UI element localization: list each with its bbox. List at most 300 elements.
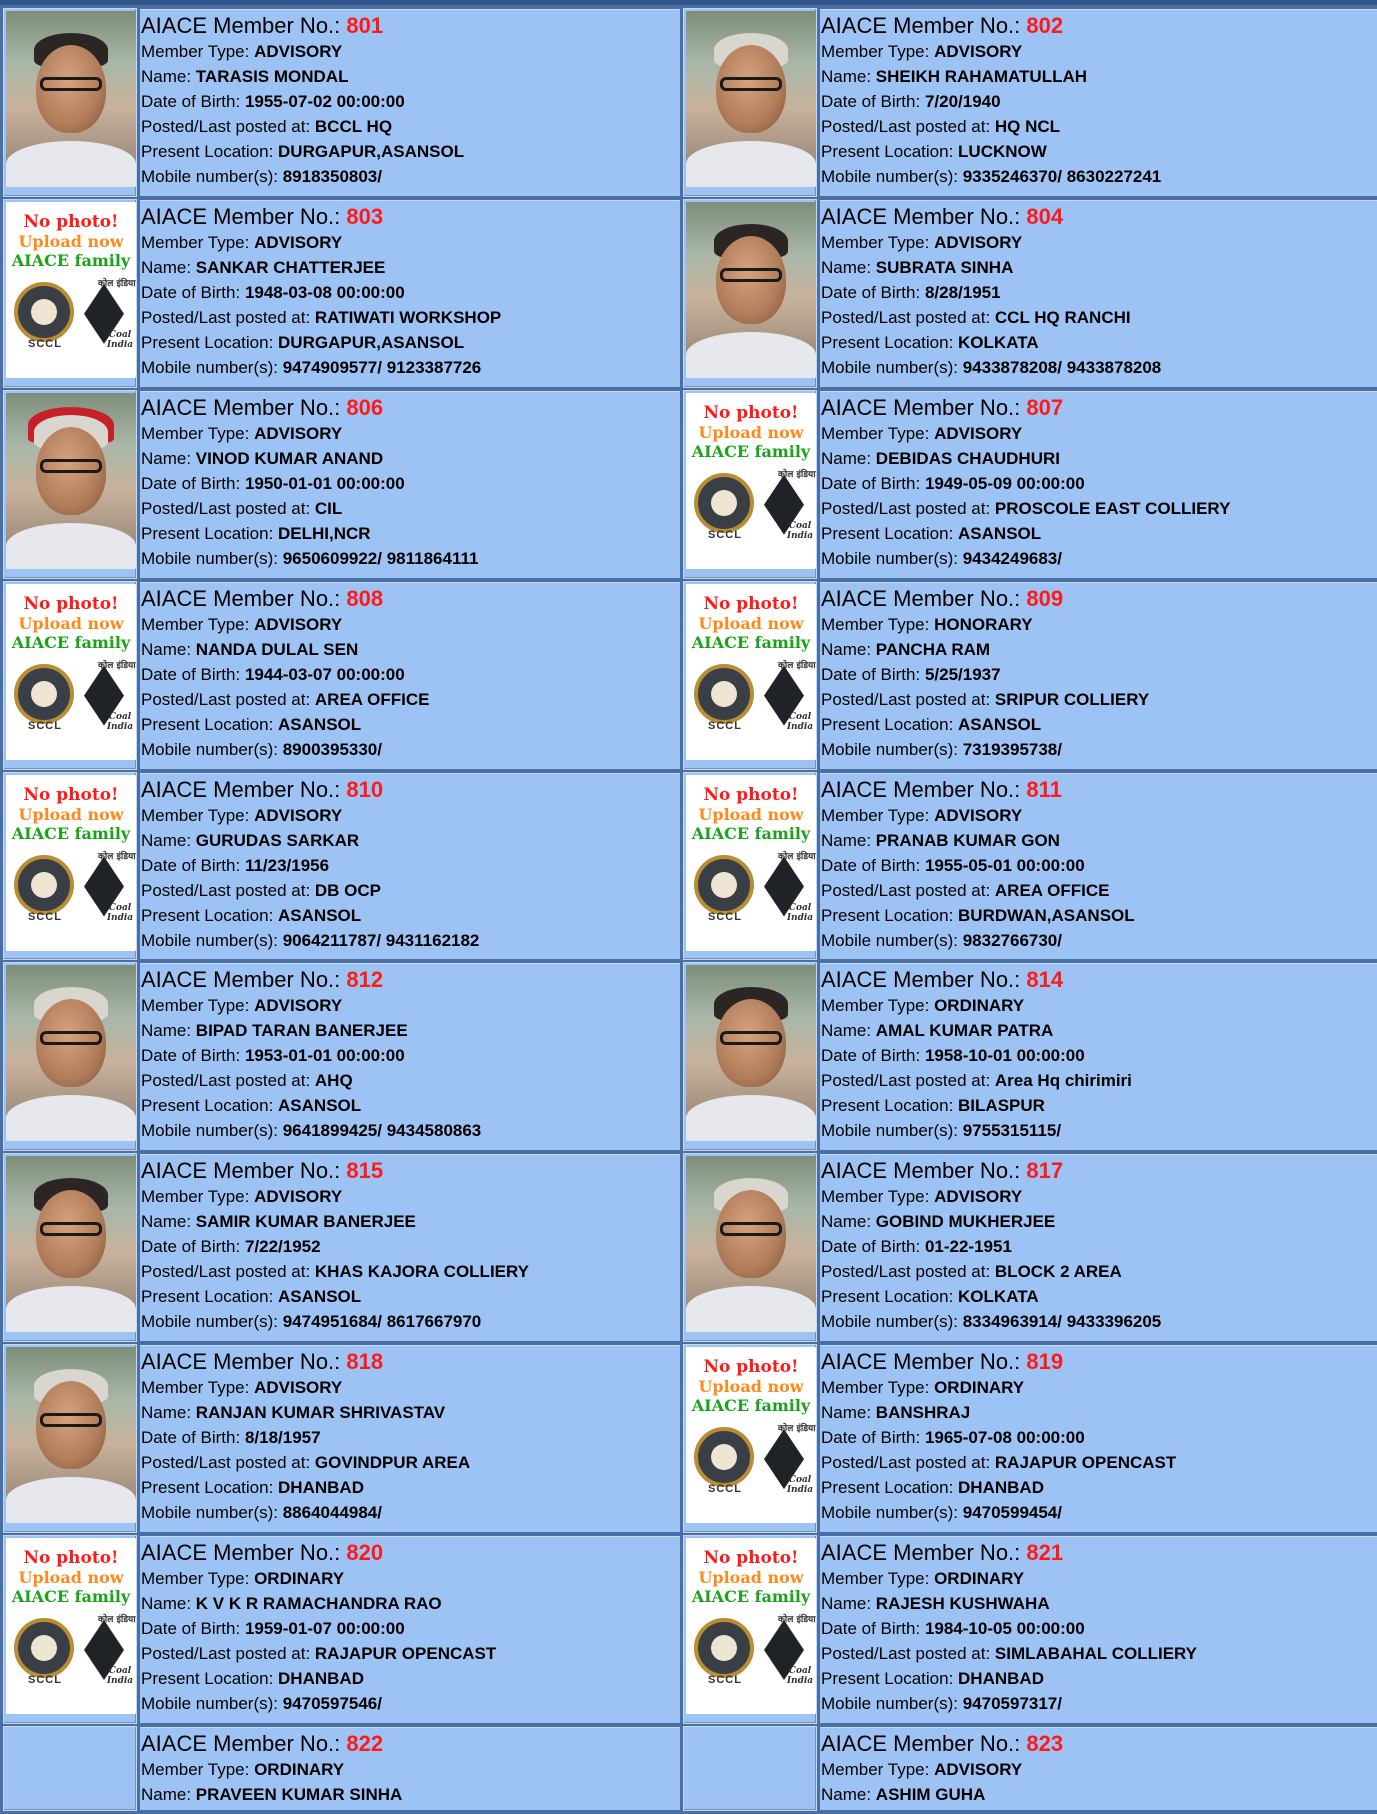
shoulders-shape [686, 1286, 816, 1332]
member-info-cell [820, 773, 1377, 960]
member-posted-value: HQ NCL [994, 117, 1061, 136]
member-mobile [141, 1309, 680, 1334]
no-photo-placeholder[interactable] [686, 1538, 816, 1714]
logos [6, 1616, 136, 1686]
member-mobile [821, 1500, 1377, 1525]
member-type [821, 993, 1377, 1018]
member-location-label: Present Location: [141, 332, 279, 352]
no-photo-text: No photo! [703, 593, 799, 614]
member-mobile-value: 9064211787/ 9431162182 [282, 930, 480, 950]
member-posted [821, 1068, 1377, 1093]
member-name-value: SANKAR CHATTERJEE [195, 257, 386, 277]
member-location-value: DURGAPUR,ASANSOL [278, 332, 465, 352]
coal-india-hindi-label: कोल इंडिया [778, 1615, 816, 1625]
member-location [141, 330, 680, 355]
member-name-value: TARASIS MONDAL [195, 67, 349, 86]
member-number-heading [821, 1539, 1377, 1567]
member-dob [821, 89, 1377, 114]
member-type [821, 230, 1377, 255]
member-location [821, 1093, 1377, 1118]
member-name-label: Name: [141, 1594, 196, 1613]
coal-india-hindi-label: कोल इंडिया [778, 851, 816, 862]
member-posted-label: Posted/Last posted at: [821, 689, 995, 709]
member-posted-label: Posted/Last posted at: [821, 307, 995, 327]
member-photo[interactable] [686, 1156, 816, 1332]
member-posted [141, 496, 680, 521]
coal-india-logo-label: Coal India [106, 711, 134, 732]
member-type [141, 993, 680, 1018]
member-row [4, 391, 1377, 578]
glasses-shape [40, 1222, 102, 1236]
member-type-value: ORDINARY [934, 996, 1025, 1016]
member-number-label: AIACE Member No.: [821, 394, 1027, 420]
member-number-heading [141, 1157, 680, 1185]
coal-india-logo-label: Coal India [786, 711, 814, 732]
member-number-value: 809 [1026, 585, 1064, 611]
member-mobile-value: 9641899425/ 9434580863 [282, 1121, 482, 1141]
member-number-value: 818 [346, 1349, 384, 1375]
member-mobile-label: Mobile number(s): [821, 930, 963, 950]
member-name-label: Name: [141, 257, 196, 277]
member-posted-value: AREA OFFICE [994, 880, 1110, 900]
member-type-label: Member Type: [821, 1378, 935, 1398]
glasses-shape [720, 1031, 782, 1045]
member-type [821, 1566, 1377, 1591]
member-number-heading [141, 1539, 680, 1567]
member-dob [141, 853, 680, 878]
logos [6, 280, 136, 350]
member-type [141, 1757, 680, 1782]
member-posted-label: Posted/Last posted at: [821, 1453, 995, 1473]
member-number-label: AIACE Member No.: [821, 13, 1027, 38]
member-mobile [821, 1118, 1377, 1143]
member-mobile [141, 737, 680, 762]
member-location-value: ASANSOL [278, 1096, 362, 1116]
logos [686, 662, 816, 732]
coal-india-logo-label: Coal India [106, 902, 134, 923]
member-mobile-value: 8900395330/ [282, 739, 382, 759]
glasses-shape [720, 1222, 782, 1236]
member-photo-cell [684, 9, 816, 196]
sccl-seal-label: SCCL [28, 719, 62, 732]
member-photo-cell [4, 1345, 136, 1532]
member-dob-label: Date of Birth: [821, 1237, 925, 1257]
member-posted-value: Area Hq chirimiri [994, 1071, 1132, 1091]
member-mobile-value: 8918350803/ [282, 167, 382, 186]
member-type-label: Member Type: [141, 1187, 255, 1207]
member-number-value: 802 [1026, 13, 1064, 38]
member-posted-value: RATIWATI WORKSHOP [314, 307, 502, 327]
member-mobile-value: 8864044984/ [282, 1503, 382, 1523]
member-location-label: Present Location: [141, 1478, 279, 1498]
glasses-shape [40, 1031, 102, 1045]
member-posted-label: Posted/Last posted at: [141, 689, 315, 709]
member-posted-value: KHAS KAJORA COLLIERY [314, 1262, 529, 1282]
coal-india-hindi-label: कोल इंडिया [98, 851, 136, 862]
member-posted-label: Posted/Last posted at: [141, 1262, 315, 1282]
member-info-cell [140, 963, 680, 1150]
member-location [821, 330, 1377, 355]
member-name [141, 637, 680, 662]
member-mobile [821, 164, 1377, 189]
member-photo[interactable] [6, 1156, 136, 1332]
coal-india-logo-label: Coal India [106, 1666, 134, 1686]
member-location-value: KOLKATA [958, 1287, 1039, 1307]
member-dob [821, 1043, 1377, 1068]
member-number-value: 811 [1026, 776, 1062, 802]
coal-india-hindi-label: कोल इंडिया [778, 660, 816, 671]
sccl-seal-label: SCCL [708, 719, 742, 732]
member-photo-cell [4, 1536, 136, 1723]
member-number-heading [141, 203, 680, 231]
member-name-label: Name: [821, 257, 876, 277]
member-dob-value: 7/20/1940 [924, 92, 1001, 111]
member-mobile-label: Mobile number(s): [141, 357, 283, 377]
member-dob-value: 11/23/1956 [244, 855, 330, 875]
member-location-label: Present Location: [821, 332, 959, 352]
member-info-cell [820, 582, 1377, 769]
no-photo-text: No photo! [23, 784, 119, 805]
glasses-shape [40, 77, 102, 91]
sccl-seal-icon [694, 664, 754, 724]
member-location-value: DHANBAD [278, 1478, 364, 1498]
member-dob-label: Date of Birth: [821, 1428, 925, 1448]
member-mobile-label: Mobile number(s): [141, 1121, 283, 1141]
member-type-value: ADVISORY [934, 423, 1023, 443]
member-dob-label: Date of Birth: [141, 855, 245, 875]
member-name-value: SHEIKH RAHAMATULLAH [875, 67, 1088, 86]
logos [686, 1425, 816, 1495]
member-type-value: ADVISORY [934, 1187, 1023, 1207]
no-photo-placeholder[interactable] [6, 775, 136, 951]
member-photo[interactable] [686, 965, 816, 1141]
no-photo-placeholder[interactable] [686, 393, 816, 569]
member-type [141, 421, 680, 446]
member-mobile [821, 546, 1377, 571]
member-mobile [821, 928, 1377, 953]
member-name-label: Name: [821, 1212, 876, 1232]
member-type-label: Member Type: [141, 232, 255, 252]
member-posted-value: CCL HQ RANCHI [994, 307, 1131, 327]
member-photo-cell [684, 1345, 816, 1532]
member-posted [821, 687, 1377, 712]
member-dob [821, 280, 1377, 305]
member-mobile [821, 355, 1377, 380]
member-number-heading [821, 394, 1377, 422]
member-type-label: Member Type: [141, 42, 255, 61]
member-dob [821, 471, 1377, 496]
member-photo-cell [4, 200, 136, 387]
member-type-value: ADVISORY [254, 232, 343, 252]
member-number-label: AIACE Member No.: [821, 1349, 1027, 1375]
member-name-value: RANJAN KUMAR SHRIVASTAV [195, 1403, 446, 1423]
member-posted [821, 305, 1377, 330]
member-name [821, 446, 1377, 471]
member-dob-label: Date of Birth: [141, 282, 245, 302]
member-location-label: Present Location: [821, 1478, 959, 1498]
member-number-value: 810 [346, 776, 384, 802]
coal-india-hindi-label: कोल इंडिया [778, 1424, 816, 1435]
member-posted-value: AHQ [314, 1071, 353, 1091]
member-dob-value: 1965-07-08 00:00:00 [924, 1428, 1085, 1448]
member-dob-label: Date of Birth: [821, 1619, 925, 1638]
member-info-cell [820, 963, 1377, 1150]
member-posted-value: GOVINDPUR AREA [314, 1453, 471, 1473]
member-mobile-label: Mobile number(s): [821, 357, 963, 377]
member-posted-value: SRIPUR COLLIERY [994, 689, 1150, 709]
member-number-value: 814 [1026, 967, 1064, 993]
member-photo-cell [684, 1727, 816, 1810]
shoulders-shape [686, 1095, 816, 1141]
member-info-cell [140, 9, 680, 196]
member-mobile [141, 164, 680, 189]
member-mobile-label: Mobile number(s): [141, 739, 283, 759]
member-dob [141, 471, 680, 496]
member-number-heading [141, 1348, 680, 1376]
member-name-value: DEBIDAS CHAUDHURI [875, 448, 1060, 468]
member-type-value: ADVISORY [254, 1187, 343, 1207]
member-name [821, 64, 1377, 89]
shoulders-shape [6, 141, 136, 187]
member-location-label: Present Location: [141, 1096, 279, 1116]
member-number-label: AIACE Member No.: [141, 394, 347, 420]
member-type [141, 1566, 680, 1591]
member-dob-label: Date of Birth: [821, 1046, 925, 1066]
member-location-value: ASANSOL [278, 714, 362, 734]
member-name [141, 1400, 680, 1425]
member-name-label: Name: [141, 448, 196, 468]
member-posted-value: AREA OFFICE [314, 689, 430, 709]
sccl-seal-label: SCCL [708, 1483, 742, 1496]
member-dob [141, 1043, 680, 1068]
member-mobile-label: Mobile number(s): [821, 1503, 963, 1523]
member-photo-cell [4, 773, 136, 960]
member-number-value: 821 [1026, 1540, 1064, 1565]
member-type [141, 612, 680, 637]
member-number-value: 815 [346, 1158, 384, 1184]
member-number-heading [141, 12, 680, 40]
member-type-label: Member Type: [141, 423, 255, 443]
sccl-seal-label: SCCL [28, 1674, 62, 1686]
no-photo-text: No photo! [23, 211, 119, 232]
member-number-value: 801 [346, 13, 384, 38]
member-number-value: 820 [346, 1540, 384, 1565]
member-number-heading [141, 1730, 680, 1758]
member-number-label: AIACE Member No.: [141, 13, 347, 38]
member-photo[interactable] [686, 202, 816, 378]
member-location-label: Present Location: [821, 905, 959, 925]
member-photo-cell [684, 582, 816, 769]
member-dob [821, 1234, 1377, 1259]
member-number-heading [141, 394, 680, 422]
member-mobile-value: 9474951684/ 8617667970 [282, 1312, 482, 1332]
member-photo[interactable] [6, 965, 136, 1141]
member-dob-value: 1953-01-01 00:00:00 [244, 1046, 405, 1066]
member-location [821, 521, 1377, 546]
member-name [141, 446, 680, 471]
member-location [141, 139, 680, 164]
member-posted-value: BCCL HQ [314, 117, 393, 136]
member-info-cell [820, 1536, 1377, 1723]
member-type-value: ORDINARY [934, 1569, 1025, 1588]
member-dob-value: 7/22/1952 [244, 1237, 321, 1257]
member-posted [821, 114, 1377, 139]
logos [686, 853, 816, 923]
member-number-value: 823 [1026, 1730, 1064, 1756]
member-name-label: Name: [141, 1021, 196, 1041]
member-location-value: BILASPUR [958, 1096, 1045, 1116]
member-mobile-value: 9832766730/ [962, 930, 1062, 950]
member-location-label: Present Location: [141, 523, 279, 543]
sccl-seal-icon [694, 1427, 754, 1487]
member-name-label: Name: [821, 1784, 876, 1804]
member-location-value: DHANBAD [278, 1669, 364, 1688]
member-posted-value: PROSCOLE EAST COLLIERY [994, 498, 1231, 518]
coal-india-hindi-label: कोल इंडिया [98, 660, 136, 671]
member-location [141, 1284, 680, 1309]
member-dob [141, 1425, 680, 1450]
member-type-value: ADVISORY [934, 42, 1023, 61]
coal-india-logo-label: Coal India [786, 1666, 814, 1686]
glasses-shape [40, 1413, 102, 1427]
member-mobile-label: Mobile number(s): [141, 930, 283, 950]
shoulders-shape [6, 1286, 136, 1332]
member-number-label: AIACE Member No.: [821, 776, 1027, 802]
member-posted [141, 305, 680, 330]
member-info-cell [140, 391, 680, 578]
member-type-label: Member Type: [141, 805, 255, 825]
no-photo-placeholder[interactable] [686, 584, 816, 760]
member-dob-label: Date of Birth: [141, 1237, 245, 1257]
member-mobile-label: Mobile number(s): [141, 1694, 283, 1713]
sccl-seal-icon [14, 1618, 74, 1678]
member-dob-label: Date of Birth: [141, 92, 245, 111]
member-name-label: Name: [821, 1403, 876, 1423]
member-mobile [821, 1691, 1377, 1716]
member-name [821, 255, 1377, 280]
member-posted-value: RAJAPUR OPENCAST [994, 1453, 1177, 1473]
member-type [821, 421, 1377, 446]
member-number-value: 808 [346, 585, 384, 611]
member-dob-label: Date of Birth: [141, 1619, 245, 1638]
member-mobile-label: Mobile number(s): [141, 1503, 283, 1523]
member-row [4, 1536, 1377, 1723]
member-number-label: AIACE Member No.: [141, 1540, 347, 1565]
member-posted [821, 1641, 1377, 1666]
member-location [141, 1475, 680, 1500]
member-type-label: Member Type: [821, 1759, 935, 1779]
no-photo-placeholder[interactable] [6, 202, 136, 378]
member-name [821, 828, 1377, 853]
member-posted-label: Posted/Last posted at: [821, 1262, 995, 1282]
member-name-label: Name: [821, 448, 876, 468]
member-photo[interactable] [686, 11, 816, 187]
member-number-label: AIACE Member No.: [141, 776, 347, 802]
member-posted-label: Posted/Last posted at: [821, 498, 995, 518]
member-dob [821, 1616, 1377, 1641]
member-dob [141, 89, 680, 114]
member-posted-label: Posted/Last posted at: [141, 307, 315, 327]
member-dob-label: Date of Birth: [141, 664, 245, 684]
member-name-value: GURUDAS SARKAR [195, 830, 360, 850]
aiace-family-text: AIACE family [691, 1396, 811, 1416]
member-info-cell [820, 1345, 1377, 1532]
member-name-value: VINOD KUMAR ANAND [195, 448, 384, 468]
member-photo-cell [4, 963, 136, 1150]
no-photo-placeholder[interactable] [6, 584, 136, 760]
member-location-label: Present Location: [821, 1287, 959, 1307]
shoulders-shape [6, 523, 136, 569]
member-location-value: ASANSOL [958, 523, 1042, 543]
shoulders-shape [686, 141, 816, 187]
member-dob-value: 1955-07-02 00:00:00 [244, 92, 405, 111]
upload-now-text: Upload now [698, 1377, 804, 1397]
member-dob-value: 8/28/1951 [924, 282, 1001, 302]
member-dob-label: Date of Birth: [141, 1428, 245, 1448]
member-posted [141, 1641, 680, 1666]
member-posted [141, 687, 680, 712]
member-photo-cell [684, 1154, 816, 1341]
upload-now-text: Upload now [18, 1568, 124, 1587]
member-number-value: 822 [346, 1730, 384, 1756]
upload-now-text: Upload now [698, 613, 804, 633]
member-photo[interactable] [6, 1347, 136, 1523]
member-number-value: 812 [346, 967, 384, 993]
no-photo-placeholder[interactable] [6, 1538, 136, 1714]
no-photo-text: No photo! [703, 1548, 799, 1568]
member-type [141, 39, 680, 64]
member-number-heading [821, 585, 1377, 613]
member-mobile [821, 737, 1377, 762]
member-number-label: AIACE Member No.: [821, 1540, 1027, 1565]
no-photo-placeholder[interactable] [686, 1347, 816, 1523]
member-type-value: ADVISORY [254, 1378, 343, 1398]
member-info-cell [140, 1536, 680, 1723]
member-posted [141, 878, 680, 903]
member-photo[interactable] [6, 393, 136, 569]
member-posted [821, 878, 1377, 903]
member-dob-label: Date of Birth: [821, 282, 925, 302]
member-photo[interactable] [6, 11, 136, 187]
member-location-label: Present Location: [141, 1287, 279, 1307]
member-dob-label: Date of Birth: [821, 92, 925, 111]
member-info-cell [820, 1727, 1377, 1810]
member-row [4, 1727, 1377, 1810]
member-number-heading [141, 966, 680, 994]
member-number-heading [821, 1730, 1377, 1758]
member-location-label: Present Location: [141, 1669, 279, 1688]
member-posted [821, 496, 1377, 521]
member-number-label: AIACE Member No.: [141, 967, 347, 993]
member-type [141, 1375, 680, 1400]
upload-now-text: Upload now [18, 231, 124, 251]
member-number-heading [821, 1348, 1377, 1376]
member-type-label: Member Type: [141, 614, 255, 634]
member-location [141, 521, 680, 546]
logos [686, 1616, 816, 1686]
member-number-heading [821, 203, 1377, 231]
member-name-label: Name: [141, 1212, 196, 1232]
member-info-cell [820, 9, 1377, 196]
member-location-label: Present Location: [821, 523, 959, 543]
member-number-value: 806 [346, 394, 384, 420]
member-type-label: Member Type: [821, 614, 935, 634]
member-info-cell [140, 1345, 680, 1532]
member-name [141, 255, 680, 280]
no-photo-placeholder[interactable] [686, 775, 816, 951]
member-name-value: NANDA DULAL SEN [195, 639, 359, 659]
member-info-cell [140, 200, 680, 387]
